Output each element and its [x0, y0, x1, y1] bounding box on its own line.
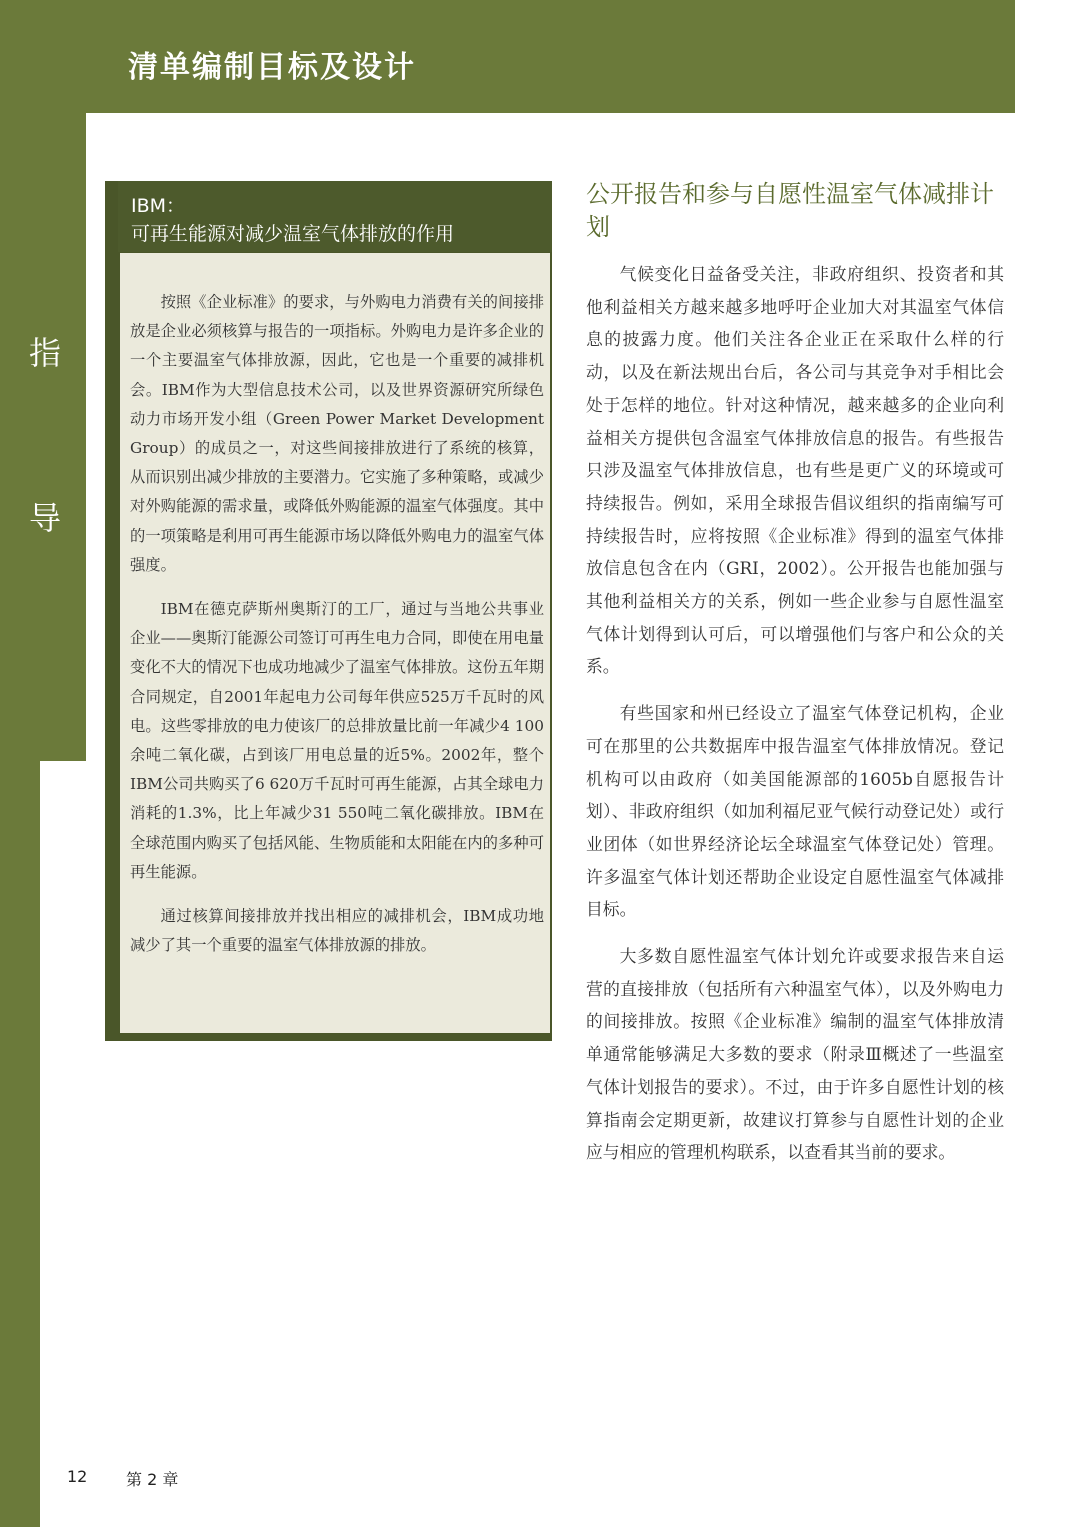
body-paragraph: 气候变化日益备受关注，非政府组织、投资者和其他利益相关方越来越多地呼吁企业加大对其温室气体信息的披露力度。他们关注各企业正在采取什么样的行动，以及在新法规出台后，各公司与其竞争对手相比会处于怎样的地位。针对这种情况，越来越多的企业向利益相关方提供包含温室气体排放信息的报告。有些报告只涉及温室气体排放信息，也有些是更广义的环境或可持续报告。例如，采用全球报告倡议组织的指南编写可持续报告时，应将按照《企业标准》得到的温室气体排放信息包含在内（GRI，2002）。公开报告也能加强与其他利益相关方的关系，例如一些企业参与自愿性温室气体计划得到认可后，可以增强他们与客户和公众的关系。: [586, 264, 1004, 677]
side-tab: [0, 113, 86, 761]
case-study-title-line1: IBM：: [131, 195, 186, 217]
side-tab-char: 指: [28, 334, 61, 372]
case-study-title-line2: 可再生能源对减少温室气体排放的作用: [131, 223, 455, 245]
body-paragraph: 有些国家和州已经设立了温室气体登记机构，企业可在那里的公共数据库中报告温室气体排放情况。登记机构可以由政府（如美国能源部的1605b自愿报告计划）、非政府组织（如加利福尼亚气候行动登记处）或行业团体（如世界经济论坛全球温室气体登记处）管理。许多温室气体计划还帮助企业设定自愿性温室气体减排目标。: [586, 703, 1004, 920]
page-number: 12: [67, 1467, 88, 1486]
section-heading: 公开报告和参与自愿性温室气体减排计划: [586, 180, 994, 241]
case-study-paragraph: 通过核算间接排放并找出相应的减排机会，IBM成功地减少了其一个重要的温室气体排放源的排放。: [130, 907, 544, 955]
page-title: 清单编制目标及设计: [128, 50, 416, 85]
main-column: [586, 178, 1004, 1183]
case-study-text: [130, 288, 544, 975]
case-study-paragraph: IBM在德克萨斯州奥斯汀的工厂，通过与当地公共事业企业——奥斯汀能源公司签订可再生电力合同，即使在用电量变化不大的情况下也成功地减少了温室气体排放。这份五年期合同规定，自2001年起电力公司每年供应525万千瓦时的风电。这些零排放的电力使该厂的总排放量比前一年减少4 100余吨二氧化碳，占到该厂用电总量的近5%。2002年，整个IBM公司共购买了6 620万千瓦时可再生能源，占其全球电力消耗的1.3%，比上年减少31 550吨二氧化碳排放。IBM在全球范围内购买了包括风能、生物质能和太阳能在内的多种可再生能源。: [130, 600, 544, 881]
chapter-label: 第 2 章: [126, 1470, 179, 1489]
side-band: [0, 761, 40, 1527]
side-tab-char: 导: [28, 499, 61, 537]
body-paragraph: 大多数自愿性温室气体计划允许或要求报告来自运营的直接排放（包括所有六种温室气体），以及外购电力的间接排放。按照《企业标准》编制的温室气体排放清单通常能够满足大多数的要求（附录Ⅲ概述了一些温室气体计划报告的要求）。不过，由于许多自愿性计划的核算指南会定期更新，故建议打算参与自愿性计划的企业应与相应的管理机构联系，以查看其当前的要求。: [586, 946, 1004, 1163]
main-text: [586, 258, 1004, 1169]
case-study-paragraph: 按照《企业标准》的要求，与外购电力消费有关的间接排放是企业必须核算与报告的一项指标。外购电力是许多企业的一个主要温室气体排放源，因此，它也是一个重要的减排机会。IBM作为大型信息技术公司，以及世界资源研究所绿色动力市场开发小组（Green Power Market Development Group）的成员之一，对这些间接排放进行了系统的核算，从而识别出减少排放的主要潜力。它实施了多种策略，或减少对外购能源的需求量，或降低外购能源的温室气体强度。其中的一项策略是利用可再生能源市场以降低外购电力的温室气体强度。: [130, 293, 544, 574]
